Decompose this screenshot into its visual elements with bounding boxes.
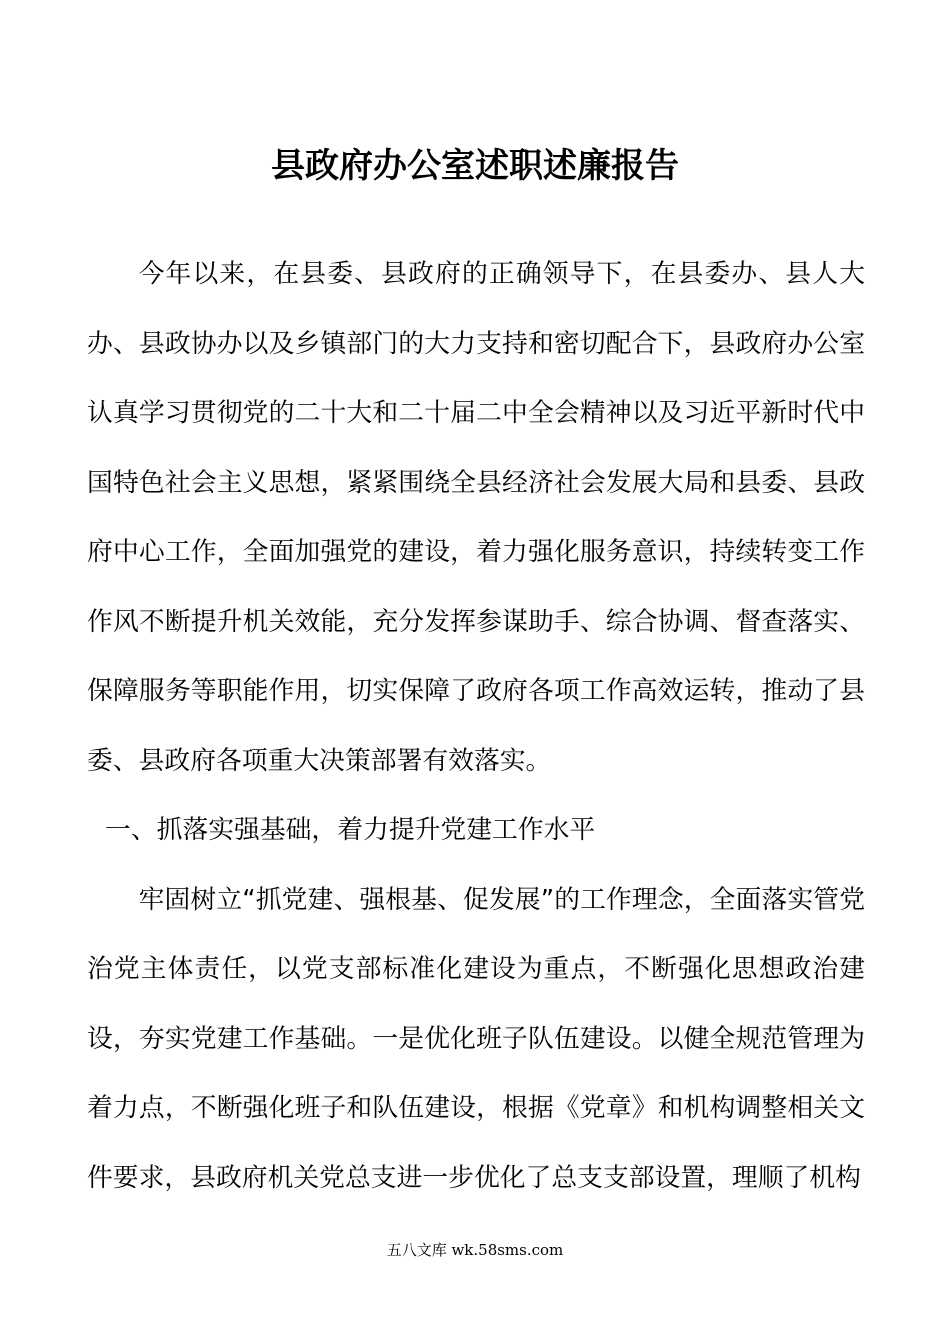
document-title: 县政府办公室述职述廉报告 xyxy=(271,146,679,186)
section-paragraph: 牢固树立“抓党建、强根基、促发展”的工作理念，全面落实管党治党主体责任，以党支部标准化建设为重点，不断强化思想政治建设，夯实党建工作基础。一是优化班子队伍建设。以健全规范管理为着力点，不断强化班子和队伍建设，根据《党章》和机构调整相关文件要求，县政府机关党总支进一步优化了总支支部设置，理顺了机构 xyxy=(87,884,865,1193)
footer-watermark: 五八文库 wk.58sms.com xyxy=(386,1241,564,1259)
document-body xyxy=(87,240,865,1213)
section-heading: 一、抓落实强基础，着力提升党建工作水平 xyxy=(105,815,596,845)
intro-paragraph: 今年以来，在县委、县政府的正确领导下，在县委办、县人大办、县政协办以及乡镇部门的大力支持和密切配合下，县政府办公室认真学习贯彻党的二十大和二十届二中全会精神以及习近平新时代中国特色社会主义思想，紧紧围绕全县经济社会发展大局和县委、县政府中心工作，全面加强党的建设，着力强化服务意识，持续转变工作作风不断提升机关效能，充分发挥参谋助手、综合协调、督查落实、保障服务等职能作用，切实保障了政府各项工作高效运转，推动了县委、县政府各项重大决策部署有效落实。 xyxy=(87,259,865,776)
